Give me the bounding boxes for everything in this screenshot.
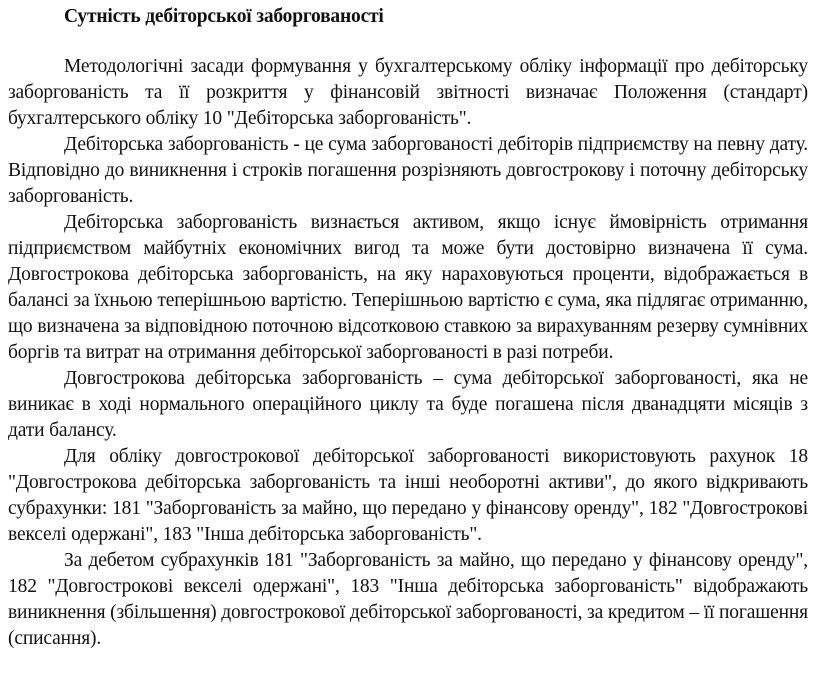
paragraph-recognition: Дебіторська заборгованість визнається активом, якщо існує ймовірність отримання підприємством майбутніх економічних вигод та може бути достовірно визначена її сума. Довгострокова дебіторська заборгованість, на яку нараховуються проценти, відображається в балансі за їхньою теперішньою вартістю. Теперішньою вартістю є сума, яка підлягає отриманню, що визначена за відповідною поточною відсотковою ставкою за вирахуванням резерву сумнівних боргів та витрат на отримання дебіторської заборгованості в разі потреби. (8, 212, 808, 363)
paragraph-accounts: Для обліку довгострокової дебіторської заборгованості використовують рахунок 18 "Довгострокова дебіторська заборгованість та інші необоротні активи", до якого відкривають субрахунки: 181 "Заборгованість за майно, що передано у фінансову оренду", 182 "Довгострокові векселі одержані", 183 "Інша дебіторська заборгованість". (8, 446, 808, 545)
paragraph-debit-credit: За дебетом субрахунків 181 "Заборгованість за майно, що передано у фінансову оренду", 182 "Довгострокові векселі одержані", 183 "Інша дебіторська заборгованість" відображають виникнення (збільшення) довгострокової дебіторської заборгованості, за кредитом – її погашення (списання). (8, 550, 808, 649)
document-title: Сутність дебіторської заборгованості (64, 6, 384, 27)
paragraph-long-term: Довгострокова дебіторська заборгованість – сума дебіторської заборгованості, яка не виникає в ході нормального операційного циклу та буде погашена після дванадцяти місяців з дати балансу. (8, 368, 808, 441)
paragraph-definition: Дебіторська заборгованість - це сума заборгованості дебіторів підприємству на певну дату. Відповідно до виникнення і строків погашення розрізняють довгострокову і поточну дебіторську заборгованість. (8, 134, 808, 207)
paragraph-methodology: Методологічні засади формування у бухгалтерському обліку інформації про дебіторську заборгованість та її розкриття у фінансовій звітності визначає Положення (стандарт) бухгалтерського обліку 10 "Дебіторська заборгованість". (8, 56, 808, 129)
